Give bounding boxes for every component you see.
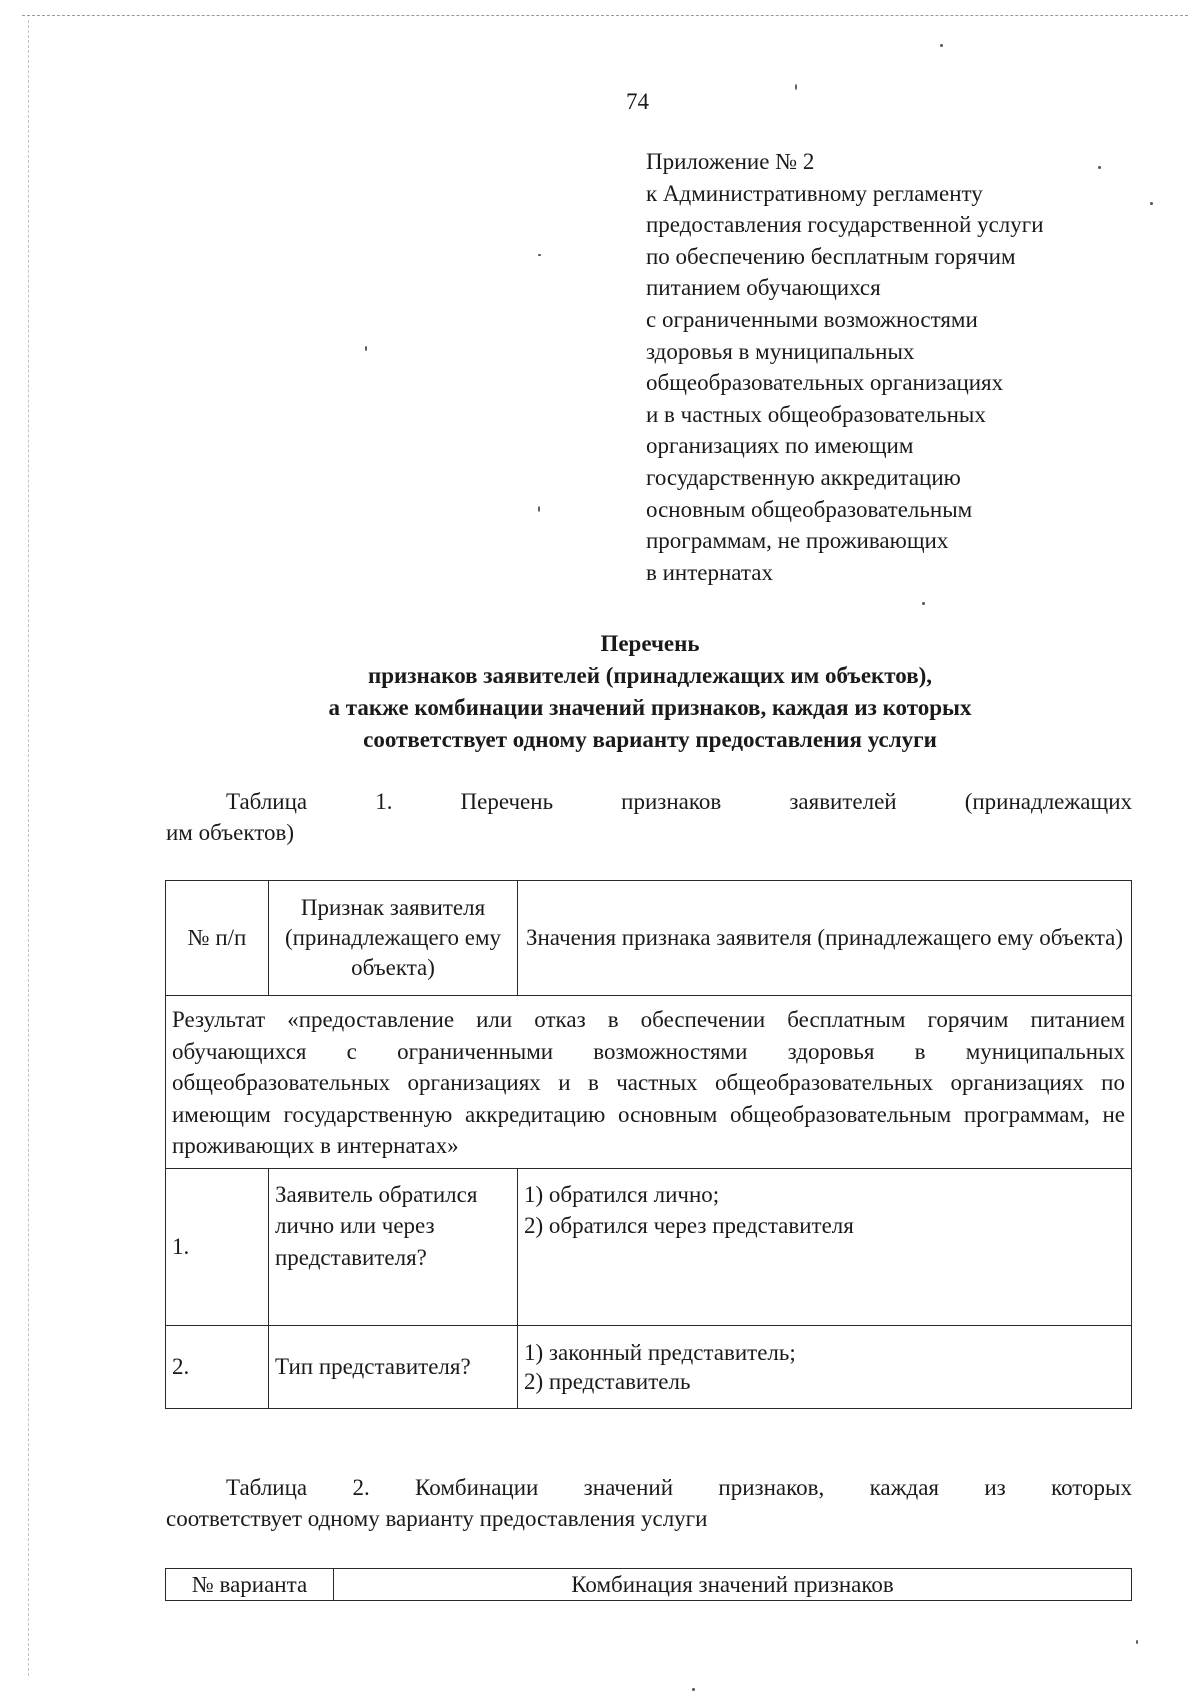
scan-speck	[365, 346, 367, 351]
table1-result-row	[166, 996, 1132, 1169]
table1-header-row	[166, 881, 1132, 996]
annex-line: с ограниченными возможностями	[646, 306, 978, 332]
annex-line: по обеспечению бесплатным горячим	[646, 243, 1016, 269]
column-header-variant-number: № варианта	[166, 1569, 334, 1601]
annex-line: программам, не проживающих	[646, 528, 949, 554]
row-sign: Заявитель обратился лично или через представителя?	[269, 1168, 518, 1325]
heading-line: соответствует одному варианту предоставления услуги	[363, 727, 937, 752]
table-row	[166, 1325, 1132, 1408]
row-number: 2.	[166, 1325, 269, 1408]
annex-line: организациях по имеющим	[646, 433, 914, 459]
annex-line: питанием обучающихся	[646, 275, 881, 301]
table1-caption-line: им объектов)	[166, 820, 294, 845]
annex-reference	[646, 146, 1176, 588]
table2-combinations	[165, 1568, 1132, 1601]
result-cell: Результат «предоставление или отказ в обеспечении бесплатным горячим питанием обучающихся с ограниченными возможностями здоровья в муниципальных общеобразовательных организациях и в частных общеобразовательных организациях по имеющим государственную аккредитацию основным общеобразовательным программам, не проживающих в интернатах»	[166, 996, 1132, 1169]
column-header-sign: Признак заявителя (принадлежащего ему объекта)	[269, 881, 518, 996]
scan-border-top	[22, 15, 1188, 16]
annex-line: общеобразовательных организациях	[646, 370, 1004, 396]
table2-caption-line: соответствует одному варианту предоставления услуги	[166, 1506, 708, 1531]
annex-line: в интернатах	[646, 559, 773, 585]
heading-line: а также комбинации значений признаков, каждая из которых	[328, 695, 972, 720]
table1-caption	[166, 786, 1132, 848]
annex-line: здоровья в муниципальных	[646, 338, 915, 364]
column-header-combination: Комбинация значений признаков	[334, 1569, 1132, 1601]
row-values	[518, 1168, 1132, 1325]
column-header-number: № п/п	[166, 881, 269, 996]
table1-caption-line: Таблица 1. Перечень признаков заявителей (принадлежащих	[226, 789, 1132, 814]
row-number: 1.	[166, 1168, 269, 1325]
annex-line: основным общеобразовательным	[646, 496, 973, 522]
heading-line: признаков заявителей (принадлежащих им объектов),	[367, 663, 933, 688]
scan-speck	[1136, 1640, 1138, 1644]
scan-speck	[538, 254, 541, 256]
table2-caption	[166, 1472, 1132, 1534]
column-header-values: Значения признака заявителя (принадлежащего ему объекта)	[518, 881, 1132, 996]
row-sign: Тип представителя?	[269, 1325, 518, 1408]
table2-header-row	[166, 1569, 1132, 1601]
annex-line: государственную аккредитацию	[646, 464, 961, 490]
scan-speck	[538, 506, 540, 512]
table2-caption-line: Таблица 2. Комбинации значений признаков, каждая из которых	[226, 1475, 1132, 1500]
value-item: 2) обратился через представителя	[524, 1213, 854, 1238]
value-item: 1) обратился лично;	[524, 1181, 720, 1207]
value-item: 2) представитель	[524, 1368, 691, 1394]
scan-border-left	[28, 20, 29, 1676]
table-row	[166, 1168, 1132, 1325]
scan-speck	[795, 84, 797, 90]
scan-speck	[922, 602, 925, 605]
annex-line: предоставления государственной услуги	[646, 212, 1044, 238]
annex-line: и в частных общеобразовательных	[646, 401, 986, 427]
annex-line: Приложение № 2	[646, 149, 815, 174]
row-values	[518, 1325, 1132, 1408]
scan-speck	[940, 44, 943, 47]
value-item: 1) законный представитель;	[524, 1339, 796, 1365]
annex-line: к Административному регламенту	[646, 180, 983, 206]
heading-line: Перечень	[600, 631, 700, 656]
page-number: 74	[626, 89, 649, 114]
scan-speck	[692, 1688, 695, 1691]
table1-applicant-signs	[165, 880, 1132, 1409]
document-heading	[165, 628, 1135, 756]
